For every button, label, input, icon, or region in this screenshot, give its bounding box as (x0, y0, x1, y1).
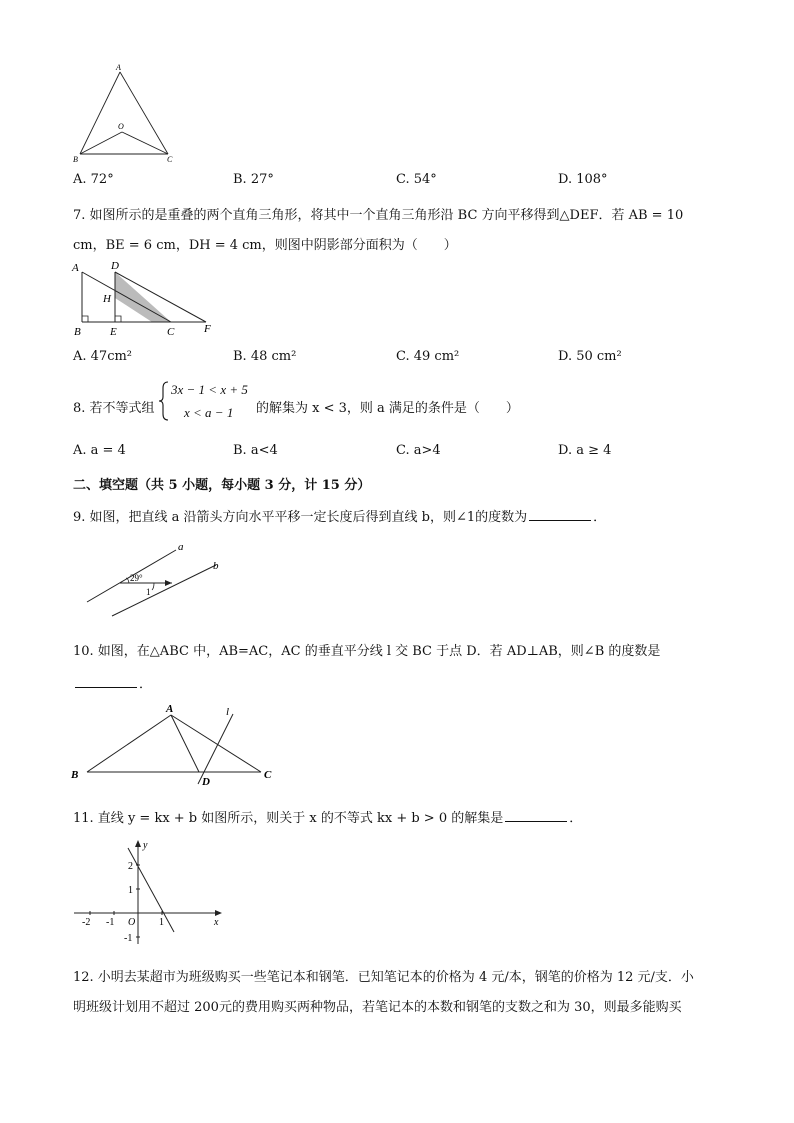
q8-inequality-2: x < a − 1 (184, 405, 234, 420)
q10-label-c: C (264, 769, 272, 781)
q7-label-b: B (74, 326, 81, 338)
q11-tick-2-y: 2 (128, 861, 133, 872)
q9-label-1: 1 (146, 587, 151, 597)
q8-option-b: B. a<4 (233, 443, 278, 458)
q10-text: 10. 如图，在△ABC 中，AB=AC，AC 的垂直平分线 l 交 BC 于点 D．若 AD⊥AB，则∠B 的度数是 (73, 644, 661, 659)
q8-brace (158, 380, 170, 422)
q6-label-b: B (73, 155, 78, 164)
q8-prefix: 8. 若不等式组 (73, 401, 155, 416)
q6-option-d: D. 108° (558, 172, 608, 187)
q11-tick-neg1: -1 (106, 917, 115, 928)
q11-label-y: y (143, 840, 148, 851)
q7-label-h: H (103, 293, 111, 305)
q10-answer-blank (75, 675, 137, 688)
q7-label-d: D (111, 260, 119, 272)
q10-end: ． (139, 677, 153, 692)
q12-text-line1: 12. 小明去某超市为班级购买一些笔记本和钢笔．已知笔记本的价格为 4 元/本，钢笔的价格为 12 元/支．小 (73, 970, 694, 985)
q9-answer-blank (529, 508, 591, 521)
q6-option-b: B. 27° (233, 172, 274, 187)
q9-question: 9. 如图，把直线 a 沿箭头方向水平平移一定长度后得到直线 b，则∠1的度数为 (73, 510, 528, 525)
q11-tick-1: 1 (159, 917, 164, 928)
q11-label-o: O (128, 917, 136, 928)
q9-label-a: a (178, 541, 184, 553)
q6-label-c: C (167, 155, 173, 164)
q11-tick-neg2: -2 (82, 917, 91, 928)
q8-inequality-1: 3x − 1 < x + 5 (171, 382, 248, 397)
q10-label-b: B (71, 769, 79, 781)
q6-label-a: A (116, 63, 121, 72)
q10-figure (68, 700, 283, 786)
q7-option-c: C. 49 cm² (396, 349, 460, 364)
q10-label-d: D (202, 776, 210, 786)
q10-label-l: l (226, 706, 230, 718)
q11-answer-blank (505, 809, 567, 822)
q11-figure (70, 836, 230, 948)
q7-text-line2: cm，BE = 6 cm，DH = 4 cm，则图中阴影部分面积为（ ） (73, 238, 457, 253)
q7-label-f: F (204, 323, 211, 335)
q10-label-a: A (166, 703, 174, 715)
q7-label-c: C (167, 326, 175, 338)
q7-label-a: A (72, 262, 79, 274)
section-title: 二、填空题（共 5 小题，每小题 3 分，计 15 分） (73, 478, 371, 493)
q8-option-d: D. a ≥ 4 (558, 443, 612, 458)
q11-tick-neg1-y: -1 (124, 933, 133, 944)
q11-question: 11. 直线 y = kx + b 如图所示，则关于 x 的不等式 kx + b > 0 的解集是 (73, 811, 504, 826)
q9-label-angle: 29° (130, 573, 143, 583)
q11-end: ． (569, 811, 583, 826)
q11-text (73, 807, 582, 826)
q7-label-e: E (110, 326, 117, 338)
q7-figure (68, 258, 224, 340)
q11-tick-1-y: 1 (128, 885, 133, 896)
q6-figure (70, 62, 182, 166)
q6-label-o: O (118, 122, 124, 131)
q9-text (73, 506, 606, 525)
q12-text-line2: 明班级计划用不超过 200元的费用购买两种物品，若笔记本的本数和钢笔的支数之和为 30，则最多能购买 (73, 1000, 682, 1015)
q8-option-c: C. a>4 (396, 443, 441, 458)
q7-text-line1: 7. 如图所示的是重叠的两个直角三角形，将其中一个直角三角形沿 BC 方向平移得到△DEF．若 AB = 10 (73, 208, 684, 223)
q8-suffix: 的解集为 x < 3，则 a 满足的条件是（ ） (256, 401, 519, 416)
q7-option-b: B. 48 cm² (233, 349, 297, 364)
q6-option-c: C. 54° (396, 172, 437, 187)
q9-label-b: b (213, 560, 219, 572)
q11-label-x: x (214, 917, 219, 928)
q9-figure (82, 538, 232, 620)
q7-option-a: A. 47cm² (73, 349, 133, 364)
q7-option-d: D. 50 cm² (558, 349, 622, 364)
q9-end: ． (593, 510, 607, 525)
q8-option-a: A. a = 4 (73, 443, 126, 458)
q6-option-a: A. 72° (73, 172, 114, 187)
q10-line2 (73, 673, 152, 692)
